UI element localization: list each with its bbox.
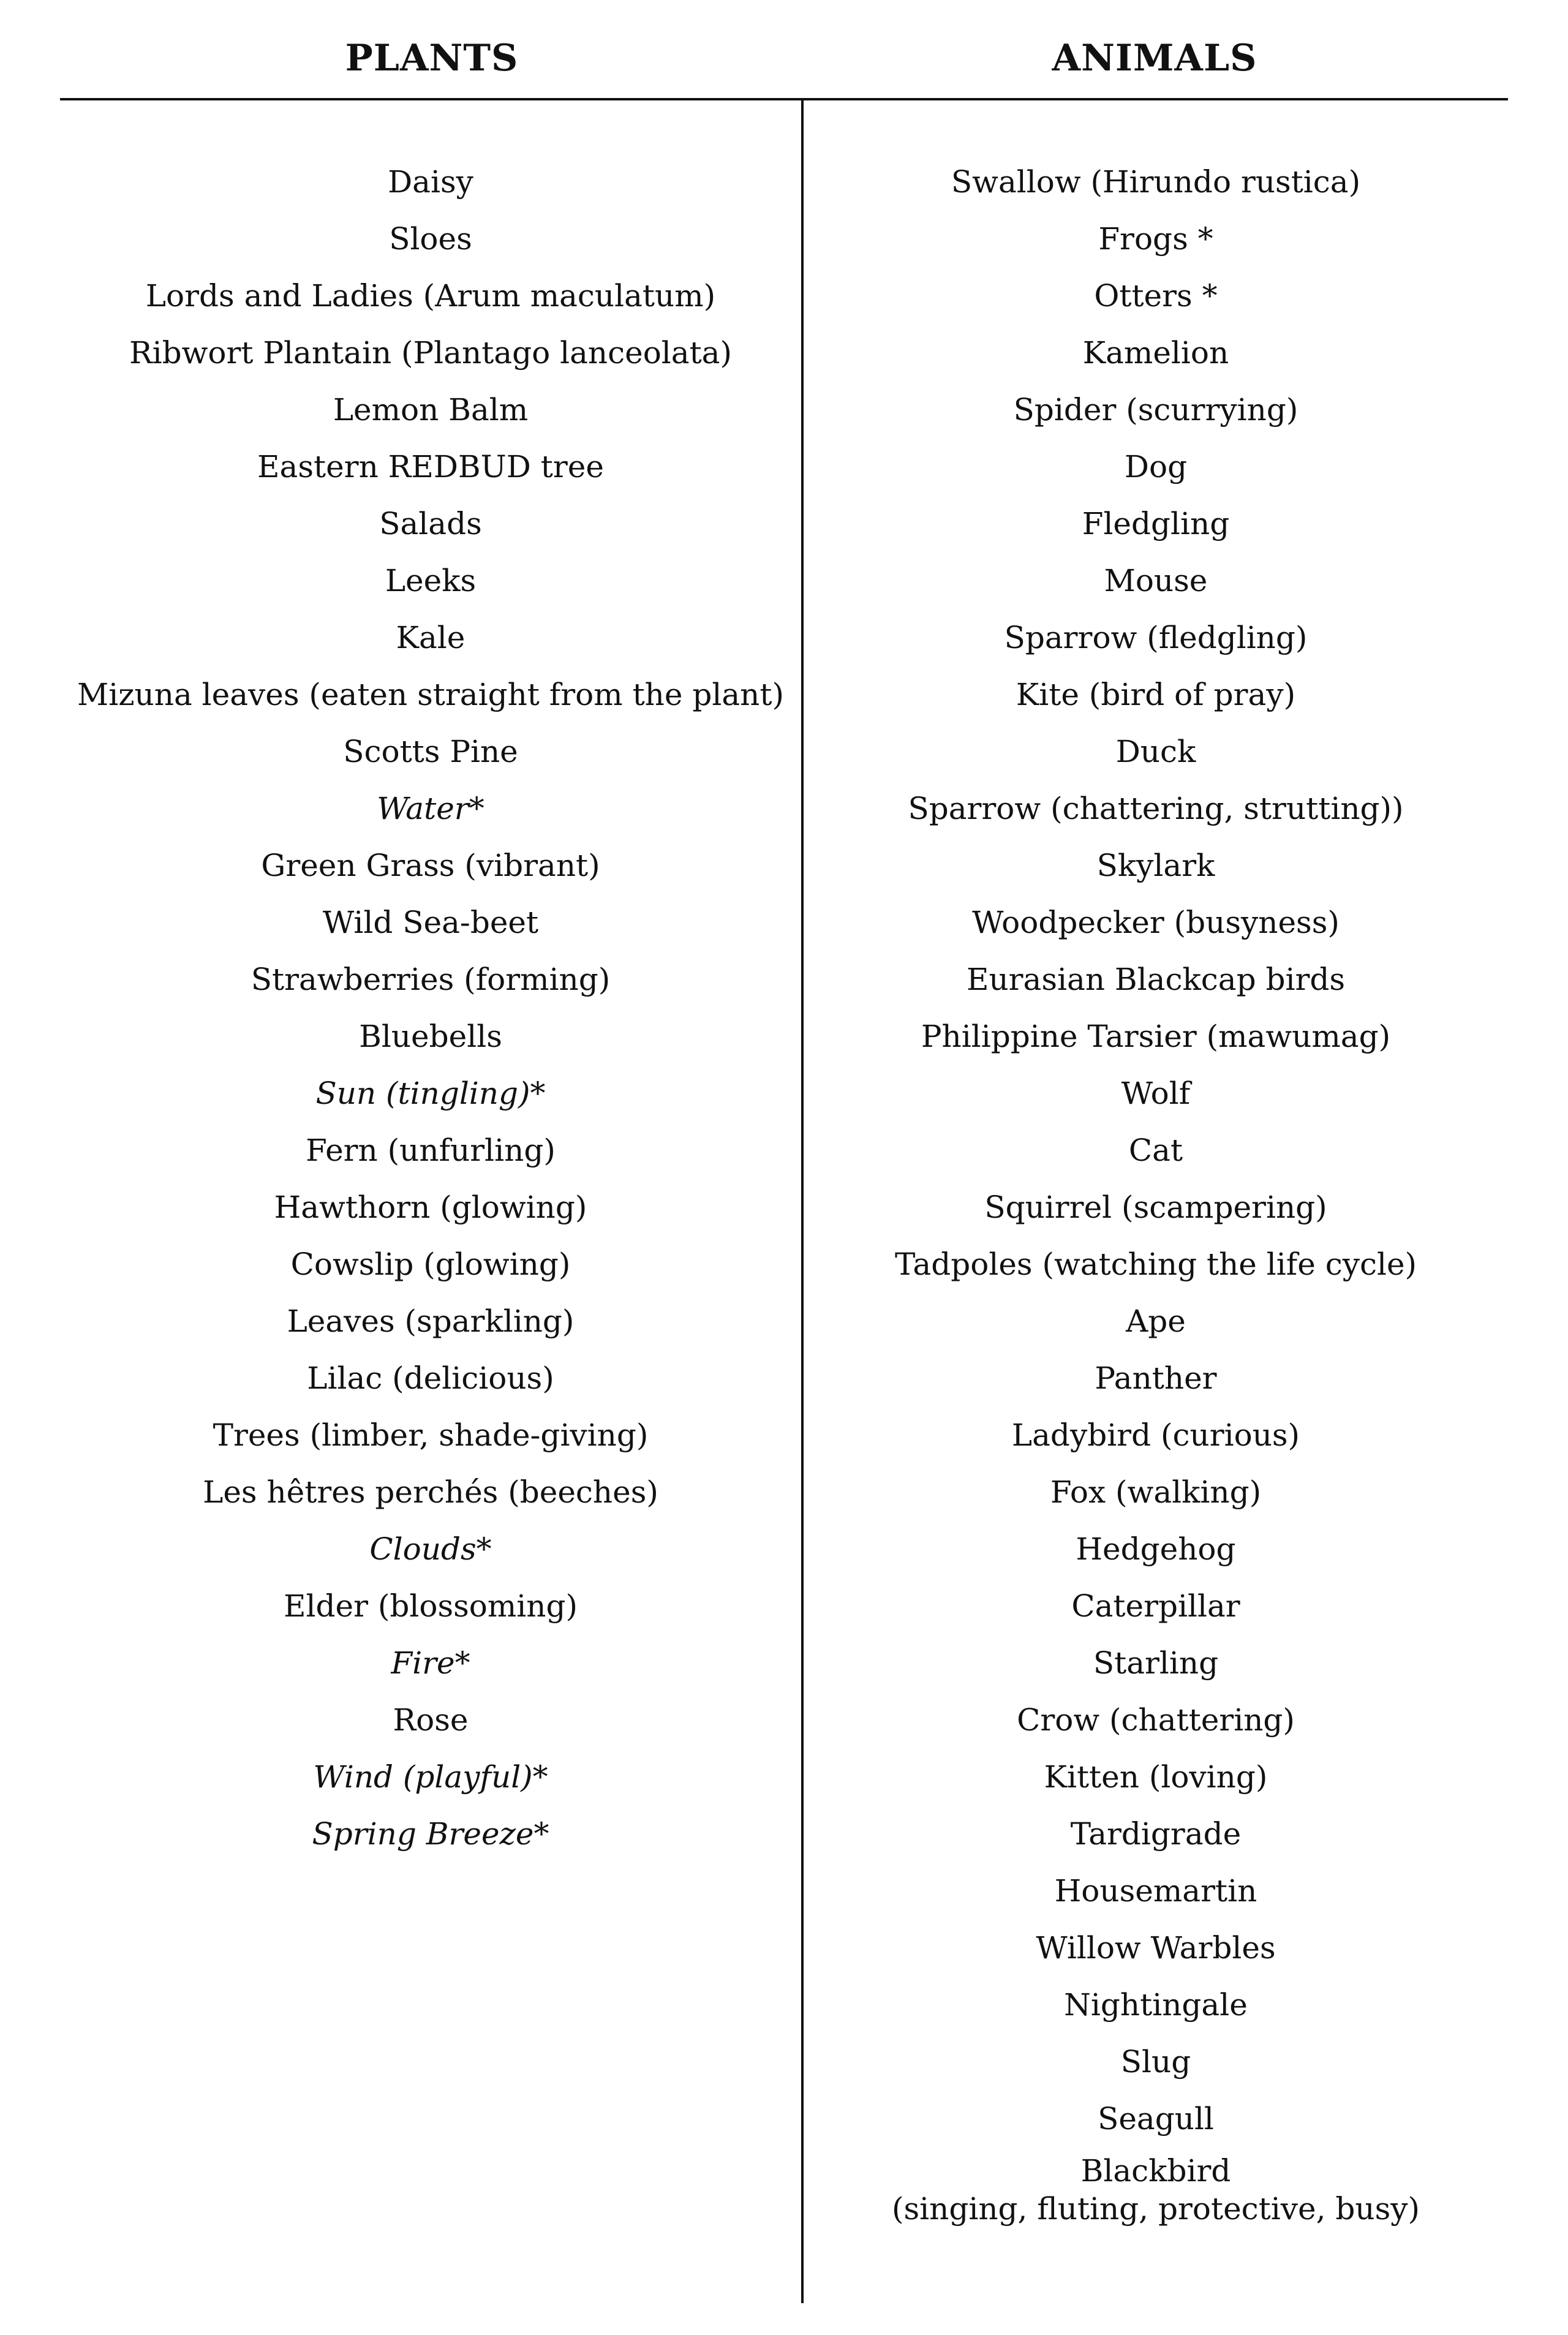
list-item: Hedgehog — [1076, 1531, 1236, 1567]
list-item: Leeks — [385, 563, 477, 598]
list-item: Bluebells — [359, 1019, 502, 1054]
list-item: Slug — [1120, 2044, 1191, 2080]
list-item: Spider (scurrying) — [1013, 392, 1298, 428]
list-item: Ladybird (curious) — [1011, 1417, 1300, 1453]
list-item: Wolf — [1121, 1076, 1191, 1111]
list-item: Leaves (sparkling) — [287, 1303, 575, 1339]
list-item: Philippine Tarsier (mawumag) — [921, 1019, 1391, 1054]
list-item: Otters * — [1094, 278, 1218, 314]
header-rule — [60, 98, 1508, 100]
list-item: Mizuna leaves (eaten straight from the plant) — [77, 677, 784, 712]
list-item: Ape — [1126, 1303, 1186, 1339]
list-item: Wind (playful)* — [313, 1759, 548, 1795]
list-item: Tadpoles (watching the life cycle) — [894, 1247, 1417, 1282]
list-item: Fire* — [391, 1645, 470, 1681]
list-item: Sparrow (fledgling) — [1004, 620, 1308, 655]
list-item: Kitten (loving) — [1044, 1759, 1268, 1795]
list-item: Lilac (delicious) — [307, 1360, 554, 1396]
list-item: Sparrow (chattering, strutting)) — [908, 791, 1404, 826]
list-item: Nightingale — [1064, 1987, 1248, 2023]
list-item: Kite (bird of pray) — [1016, 677, 1296, 712]
list-item: Crow (chattering) — [1017, 1702, 1295, 1738]
list-item: Salads — [379, 506, 482, 541]
list-item-line: Blackbird — [1080, 2153, 1231, 2189]
list-item: Spring Breeze* — [312, 1816, 549, 1852]
list-item: Les hêtres perchés (beeches) — [203, 1474, 658, 1510]
list-item: Green Grass (vibrant) — [261, 848, 600, 883]
list-item: Housemartin — [1054, 1873, 1257, 1909]
list-item: Fledgling — [1082, 506, 1230, 541]
list-item: Starling — [1093, 1645, 1219, 1681]
list-item: Clouds* — [369, 1531, 492, 1567]
list-item: Mouse — [1104, 563, 1208, 598]
list-item: Eastern REDBUD tree — [257, 449, 604, 485]
list-item: Cat — [1128, 1133, 1183, 1168]
list-item: Elder (blossoming) — [283, 1588, 578, 1624]
list-item: Daisy — [388, 164, 473, 200]
list-item: Sun (tingling)* — [315, 1076, 546, 1111]
list-item: Seagull — [1098, 2101, 1214, 2137]
list-item: Fern (unfurling) — [306, 1133, 556, 1168]
list-item: Woodpecker (busyness) — [972, 905, 1340, 940]
list-item: Panther — [1095, 1360, 1217, 1396]
list-item: Wild Sea-beet — [322, 905, 539, 940]
list-item: Rose — [393, 1702, 469, 1738]
list-item: Frogs * — [1098, 221, 1213, 257]
list-item: Fox (walking) — [1050, 1474, 1262, 1510]
list-item: Caterpillar — [1071, 1588, 1240, 1624]
list-item — [805, 2152, 1507, 2256]
animals-list — [805, 158, 1507, 2256]
list-item: Swallow (Hirundo rustica) — [951, 164, 1361, 200]
column-divider — [801, 98, 804, 2303]
list-item: Dog — [1124, 449, 1188, 485]
list-item: Tardigrade — [1070, 1816, 1242, 1852]
list-item: Kamelion — [1082, 335, 1229, 371]
list-item: Kale — [396, 620, 466, 655]
list-item: Strawberries (forming) — [251, 962, 611, 997]
list-item: Ribwort Plantain (Plantago lanceolata) — [129, 335, 733, 371]
list-item: Trees (limber, shade-giving) — [213, 1417, 649, 1453]
list-item: Lords and Ladies (Arum maculatum) — [145, 278, 716, 314]
list-item: Sloes — [389, 221, 472, 257]
list-item: Skylark — [1096, 848, 1215, 883]
list-item: Hawthorn (glowing) — [274, 1190, 587, 1225]
plants-column-header: PLANTS — [345, 37, 519, 80]
list-item-line: (singing, fluting, protective, busy) — [891, 2191, 1420, 2227]
plants-list — [61, 158, 800, 1867]
list-item: Lemon Balm — [333, 392, 529, 428]
list-item: Eurasian Blackcap birds — [966, 962, 1346, 997]
list-item: Water* — [377, 791, 484, 826]
list-item: Squirrel (scampering) — [984, 1190, 1327, 1225]
list-item: Cowslip (glowing) — [290, 1247, 571, 1282]
list-item: Duck — [1115, 734, 1196, 769]
animals-column-header: ANIMALS — [1052, 37, 1257, 80]
list-item: Scotts Pine — [343, 734, 518, 769]
list-item: Willow Warbles — [1036, 1930, 1276, 1966]
